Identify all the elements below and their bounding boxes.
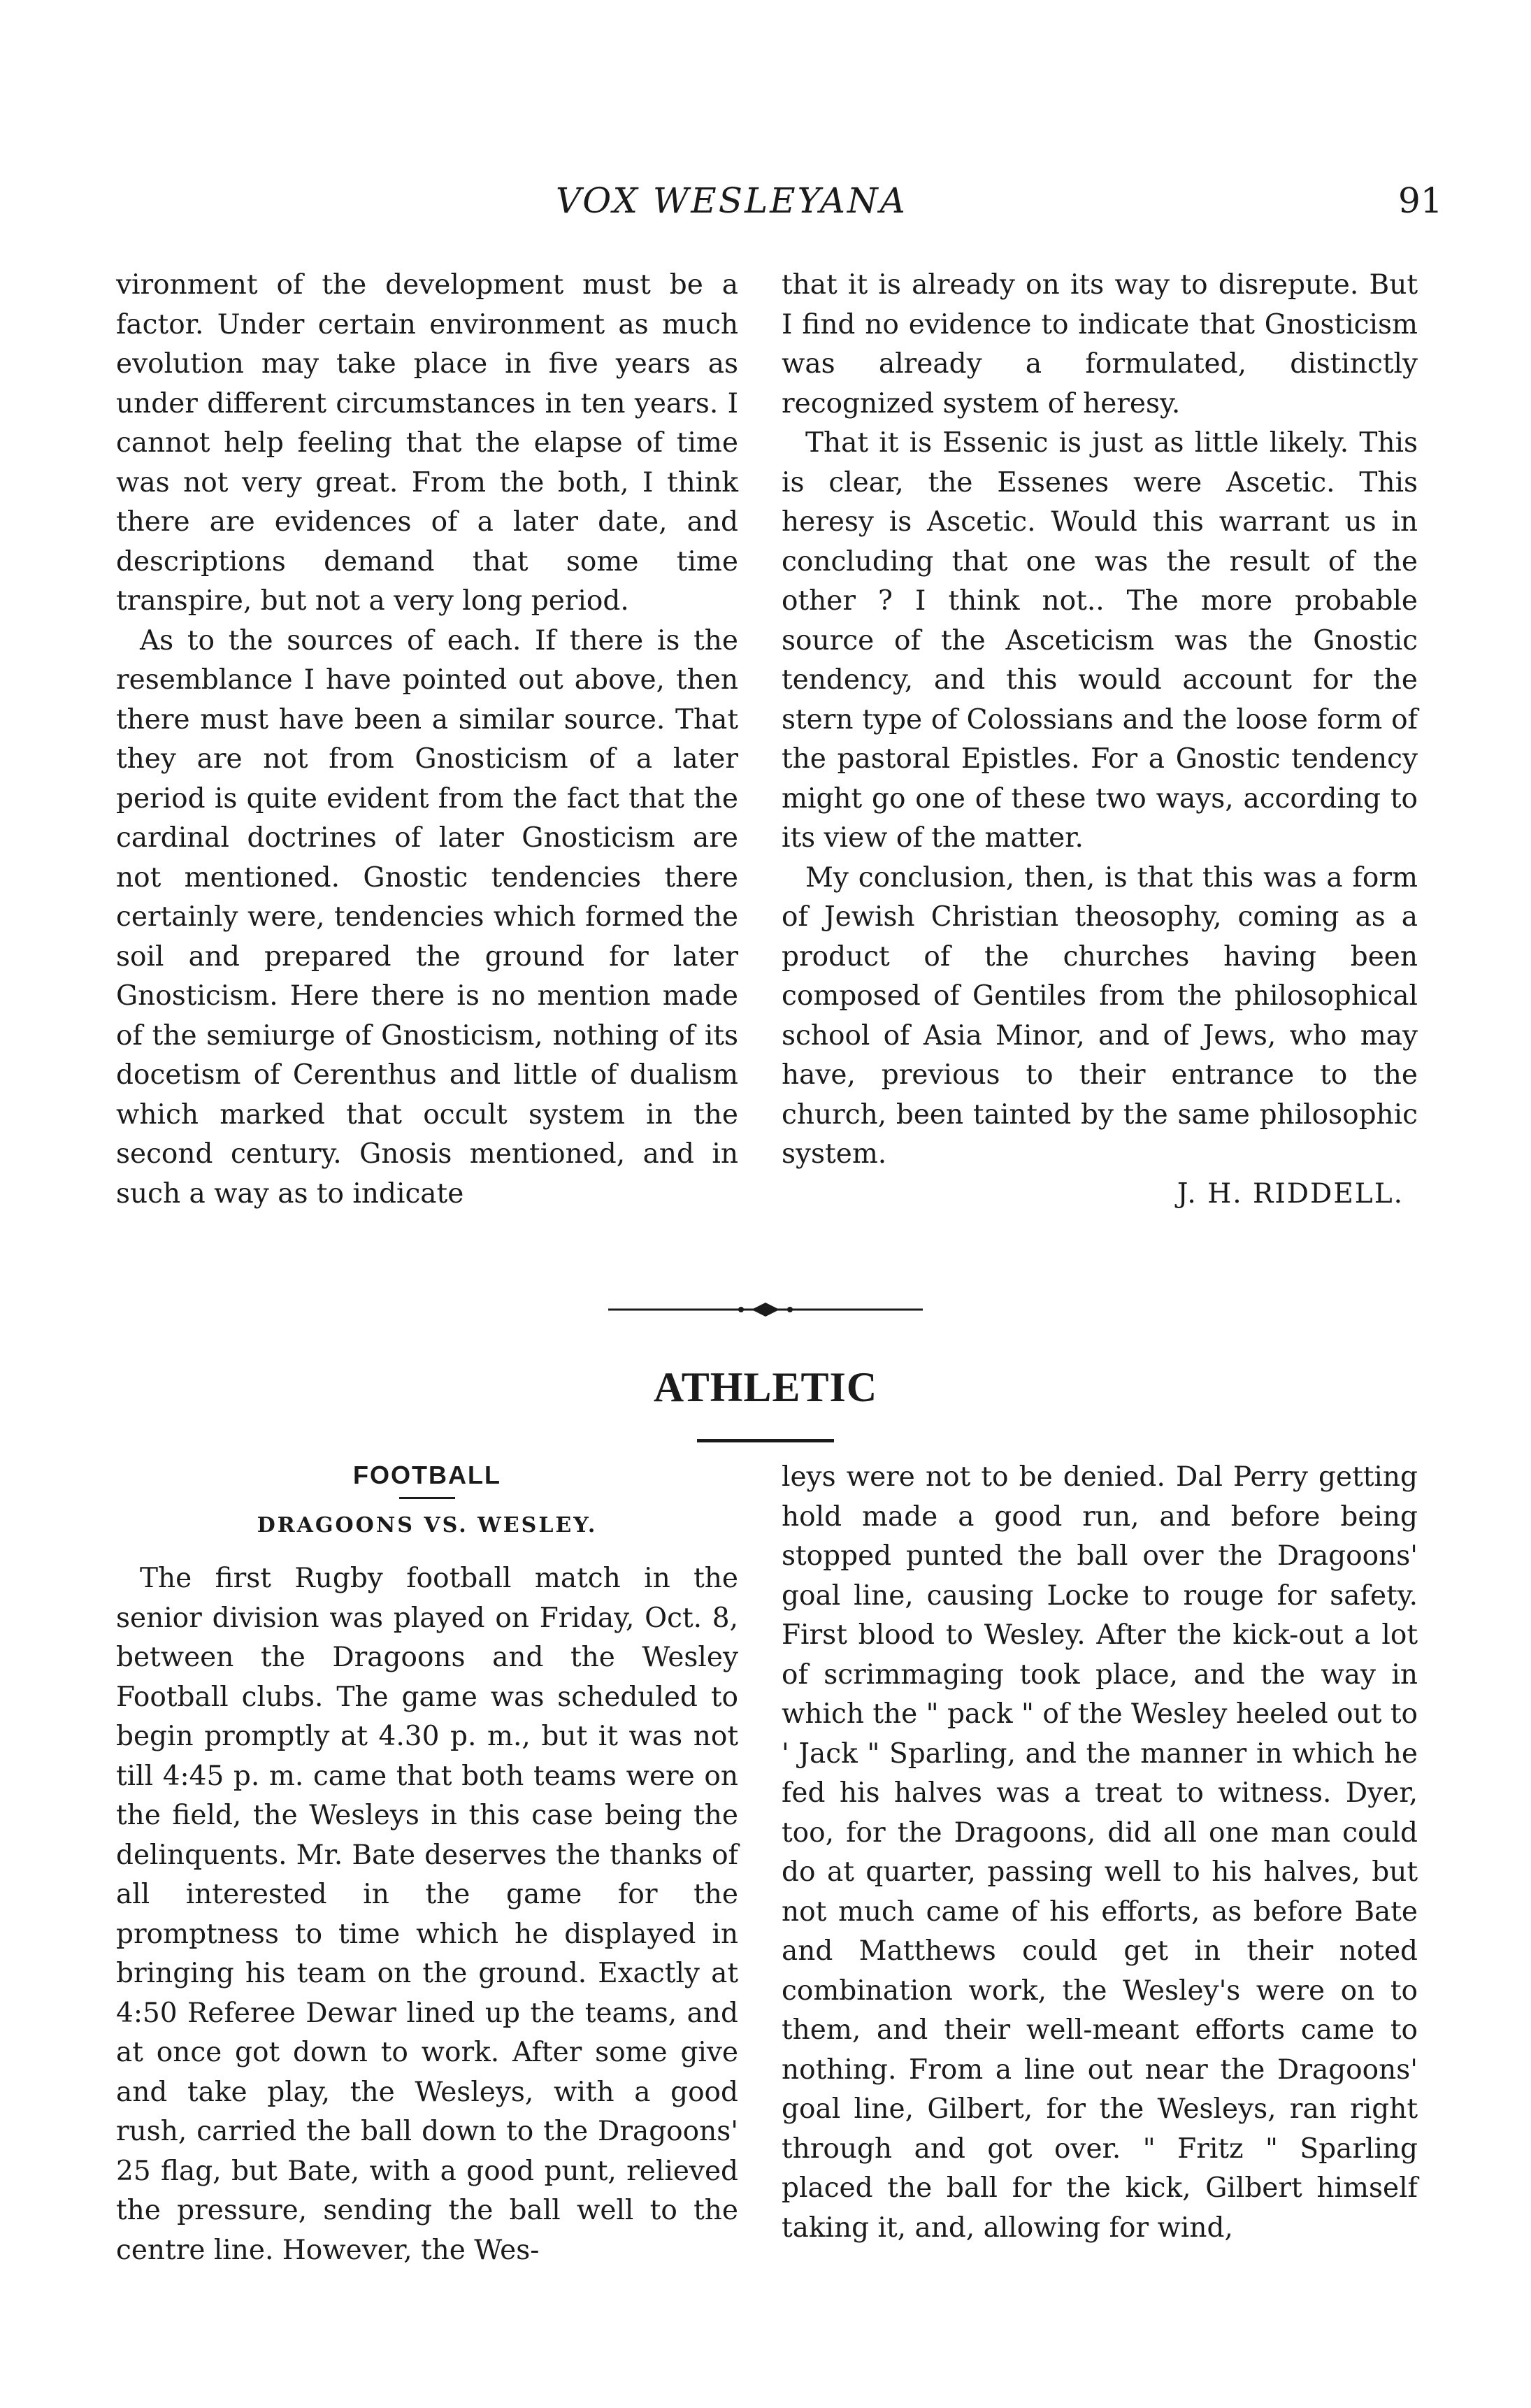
athletic-left-column — [116, 1458, 738, 2270]
paragraph: That it is Essenic is just as little likely. This is clear, the Essenes were Ascetic. This heresy is Ascetic. Would this warrant us in concluding that one was the result of the other ? I think not.. The more probable source of the Asceticism was the Gnostic tendency, and this would account for the stern type of Colossians and the loose form of the pastoral Epistles. For a Gnostic tendency might go one of these two ways, according to its view of the matter. — [782, 427, 1418, 854]
heading-rule — [697, 1439, 834, 1442]
paragraph: As to the sources of each. If there is the resemblance I have pointed out above, then there must have been a similar source. That they are not from Gnosticism of a later period is quite evident from the fact that the cardinal doctrines of later Gnosticism are not mentioned. Gnostic tendencies there certainly were, tendencies which formed the soil and prepared the ground for later Gnosticism. Here there is no mention made of the semiurge of Gnosticism, nothing of its docetism of Cerenthus and little of dualism which marked that occult system in the second century. Gnosis mentioned, and in such a way as to indicate — [116, 624, 738, 1210]
running-header — [0, 180, 1531, 236]
sub-title-rule — [399, 1497, 455, 1499]
paragraph: vironment of the development must be a factor. Under certain environment as much evolution may take place in five years as under different circumstances in ten years. I cannot help feeling that the elapse of time was not very great. From the both, I think there are evidences of a later date, and descriptions demand that some time transpire, but not a very long period. — [116, 269, 738, 617]
running-title: VOX WESLEYANA — [556, 180, 907, 221]
athletic-right-column — [782, 1458, 1418, 2248]
article-right-column — [782, 266, 1418, 1214]
paragraph: that it is already on its way to disrepute. But I find no evidence to indicate that Gnosticism was already a formulated, distinctly recognized system of heresy. — [782, 269, 1418, 420]
article-left-column — [116, 266, 738, 1214]
section-title: ATHLETIC — [653, 1364, 878, 1410]
paragraph: The first Rugby football match in the senior division was played on Friday, Oct. 8, between the Dragoons and the Wesley Football clubs. The game was scheduled to begin promptly at 4.30 p. m., but it was not till 4:45 p. m. came that both teams were on the field, the Wesleys in this case being the delinquents. Mr. Bate deserves the thanks of all interested in the game for the promptness to time which he displayed in bringing his team on the ground. Exactly at 4:50 Referee Dewar lined up the teams, and at once got down to work. After some give and take play, the Wesleys, with a good rush, carried the ball down to the Dragoons' 25 flag, but Bate, with a good punt, relieved the pressure, sending the ball well to the centre line. However, the Wes- — [116, 1563, 738, 2266]
sub-title: FOOTBALL — [353, 1461, 501, 1489]
ornament-divider — [608, 1299, 923, 1320]
paragraph: leys were not to be denied. Dal Perry getting hold made a good run, and before being stopped punted the ball over the Dragoons' goal line, causing Locke to rouge for safety. First blood to Wesley. After the kick-out a lot of scrimmaging took place, and the way in which the " pack " of the Wesley heeled out to ' Jack " Sparling, and the manner in which he fed his halves was a treat to witness. Dyer, too, for the Dragoons, did all one man could do at quarter, passing well to his halves, but not much came of his efforts, as before Bate and Matthews could get in their noted combination work, the Wesley's were on to them, and their well-meant efforts came to nothing. From a line out near the Dragoons' goal line, Gilbert, for the Wesleys, ran right through and got over. " Fritz " Sparling placed the ball for the kick, Gilbert himself taking it, and, allowing for wind, — [782, 1461, 1418, 2244]
author-signature: J. H. RIDDELL. — [1177, 1177, 1404, 1210]
match-title: DRAGOONS VS. WESLEY. — [257, 1513, 598, 1538]
page-number: 91 — [1398, 180, 1443, 221]
paragraph: My conclusion, then, is that this was a form of Jewish Christian theosophy, coming as a product of the churches having been composed of Gentiles from the philosophical school of Asia Minor, and of Jews, who may have, previous to their entrance to the church, been tainted by the same philosophic system. — [782, 861, 1418, 1170]
